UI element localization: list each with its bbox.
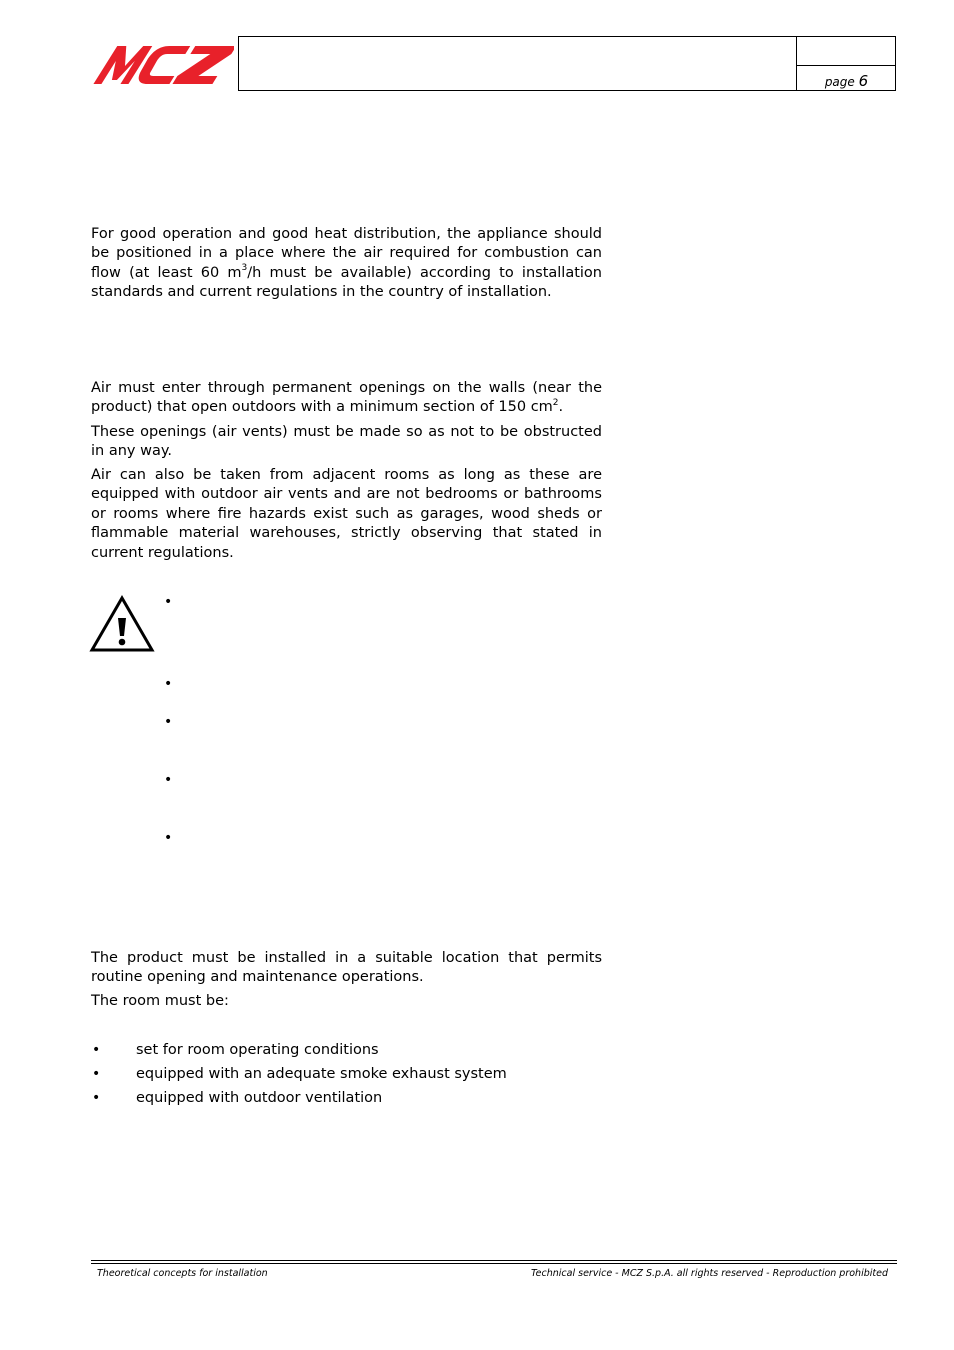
page-label: page — [824, 75, 855, 89]
list-bullet: • — [92, 1090, 101, 1106]
bullet-marker: • — [164, 714, 173, 730]
list-item: set for room operating conditions — [136, 1042, 379, 1058]
bullet-marker: • — [164, 772, 173, 788]
list-item: equipped with outdoor ventilation — [136, 1090, 383, 1106]
bullet-marker: • — [164, 830, 173, 846]
header-code-cell — [797, 37, 896, 66]
warning-triangle-icon — [89, 595, 155, 653]
footer-document-title: Theoretical concepts for installation — [97, 1268, 268, 1279]
paragraph-room-requirements: The room must be: — [91, 993, 229, 1009]
list-item: equipped with an adequate smoke exhaust system — [136, 1066, 507, 1082]
footer-copyright: Technical service - MCZ S.p.A. all rights reserved - Reproduction prohibited — [531, 1268, 888, 1279]
paragraph-adjacent-rooms: Air can also be taken from adjacent rooms as long as these are equipped with outdoor air vents and are not bedrooms or bathrooms or rooms where fire hazards exist such as garages, wood sheds or flammable material warehouses, strictly observing that stated in current regulations. — [91, 467, 602, 561]
paragraph-installation-location: The product must be installed in a suitable location that permits routine opening and maintenance operations. — [91, 950, 602, 986]
paragraph-openings: Air must enter through permanent openings on the walls (near the product) that open outdoors with a minimum section of 150 $cm^2$. — [91, 380, 602, 416]
bullet-marker: • — [164, 594, 173, 610]
list-bullet: • — [92, 1066, 101, 1082]
header-title-cell — [239, 37, 796, 90]
header-box — [238, 36, 896, 91]
page-number-value: 6 — [858, 72, 869, 90]
footer-rule — [91, 1260, 897, 1261]
page-number — [797, 72, 896, 90]
list-bullet: • — [92, 1042, 101, 1058]
paragraph-air-flow: For good operation and good heat distribution, the appliance should be positioned in a place where the air required for combustion can flow (at least 60 $m^3/h$ must be available) according to installation standards and current regulations in the country of installation. — [91, 226, 602, 301]
bullet-marker: • — [164, 676, 173, 692]
mcz-logo — [92, 44, 234, 86]
footer-rule — [91, 1263, 897, 1264]
paragraph-air-vents: These openings (air vents) must be made so as not to be obstructed in any way. — [91, 424, 602, 460]
header-page-cell — [796, 37, 896, 90]
